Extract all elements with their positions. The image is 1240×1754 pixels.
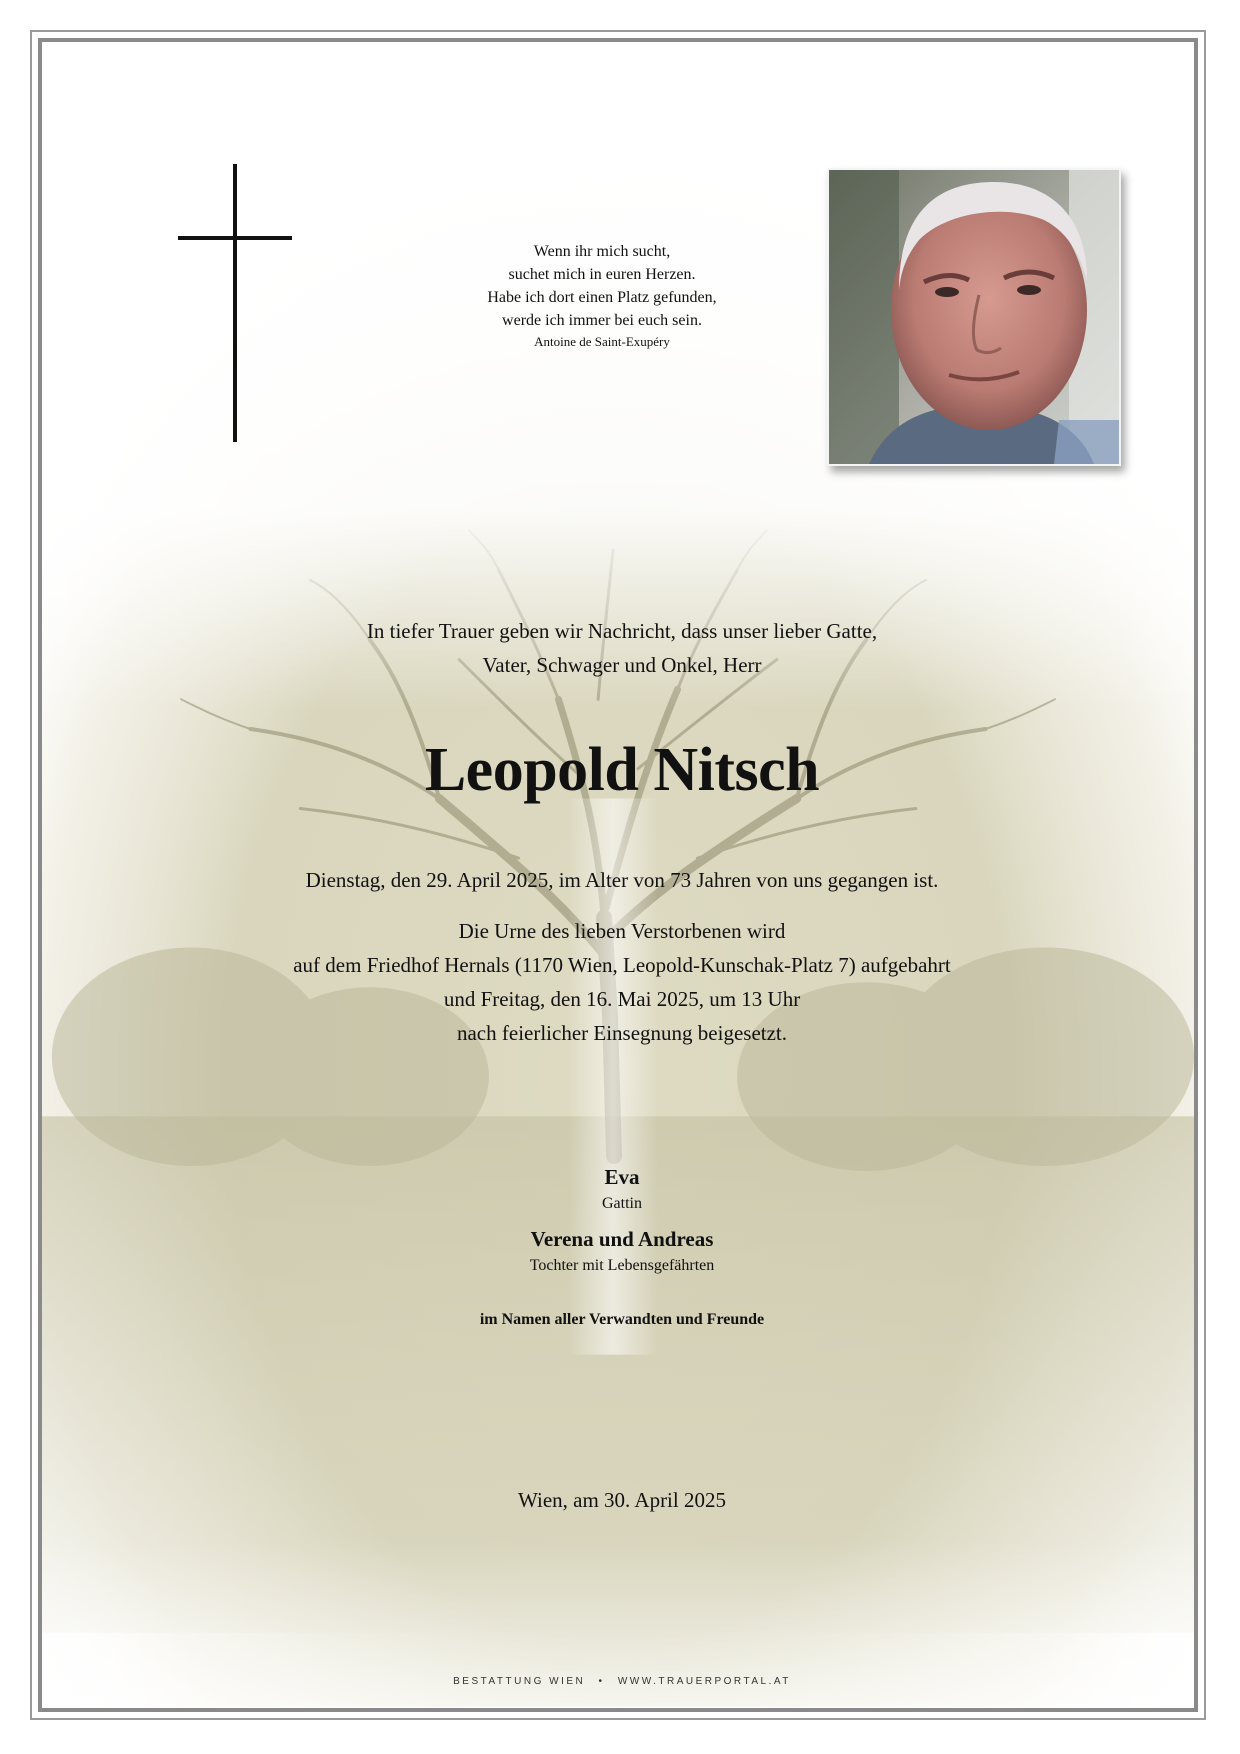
mourner-relation: Tochter mit Lebensgefährten	[529, 1257, 715, 1274]
mourner-relation: Gattin	[602, 1195, 642, 1212]
memorial-quote	[422, 240, 782, 352]
obituary-page	[38, 38, 1198, 1712]
intro-line: In tiefer Trauer geben wir Nachricht, dass unser lieber Gatte,	[366, 619, 878, 643]
intro-line: Vater, Schwager und Onkel, Herr	[482, 653, 762, 677]
burial-line: Die Urne des lieben Verstorbenen wird	[458, 919, 786, 943]
mourner-name: Verena und Andreas	[530, 1227, 714, 1251]
footer-website: WWW.TRAUERPORTAL.AT	[617, 1676, 791, 1687]
death-notice: Dienstag, den 29. April 2025, im Alter von 73 Jahren von uns gegangen ist.	[305, 868, 939, 892]
quote-line: werde ich immer bei euch sein.	[502, 312, 702, 329]
footer	[42, 1676, 1198, 1687]
mourner-name: Eva	[604, 1165, 640, 1189]
footer-separator: •	[598, 1676, 605, 1687]
burial-line: auf dem Friedhof Hernals (1170 Wien, Leopold-Kunschak-Platz 7) aufgebahrt	[293, 953, 951, 977]
burial-line: nach feierlicher Einsegnung beigesetzt.	[456, 1021, 788, 1045]
quote-line: Habe ich dort einen Platz gefunden,	[487, 289, 717, 306]
quote-author: Antoine de Saint-Exupéry	[534, 334, 670, 349]
closing-line: im Namen aller Verwandten und Freunde	[479, 1311, 765, 1328]
deceased-name: Leopold Nitsch	[424, 736, 820, 804]
burial-line: und Freitag, den 16. Mai 2025, um 13 Uhr	[443, 987, 801, 1011]
quote-line: suchet mich in euren Herzen.	[508, 266, 696, 283]
place-and-date: Wien, am 30. April 2025	[518, 1488, 726, 1512]
intro-text	[42, 614, 1198, 682]
quote-line: Wenn ihr mich sucht,	[533, 243, 671, 260]
burial-details	[42, 914, 1198, 1050]
portrait-photo	[827, 168, 1121, 466]
portrait-image	[829, 170, 1119, 464]
footer-company: BESTATTUNG WIEN	[453, 1676, 586, 1687]
